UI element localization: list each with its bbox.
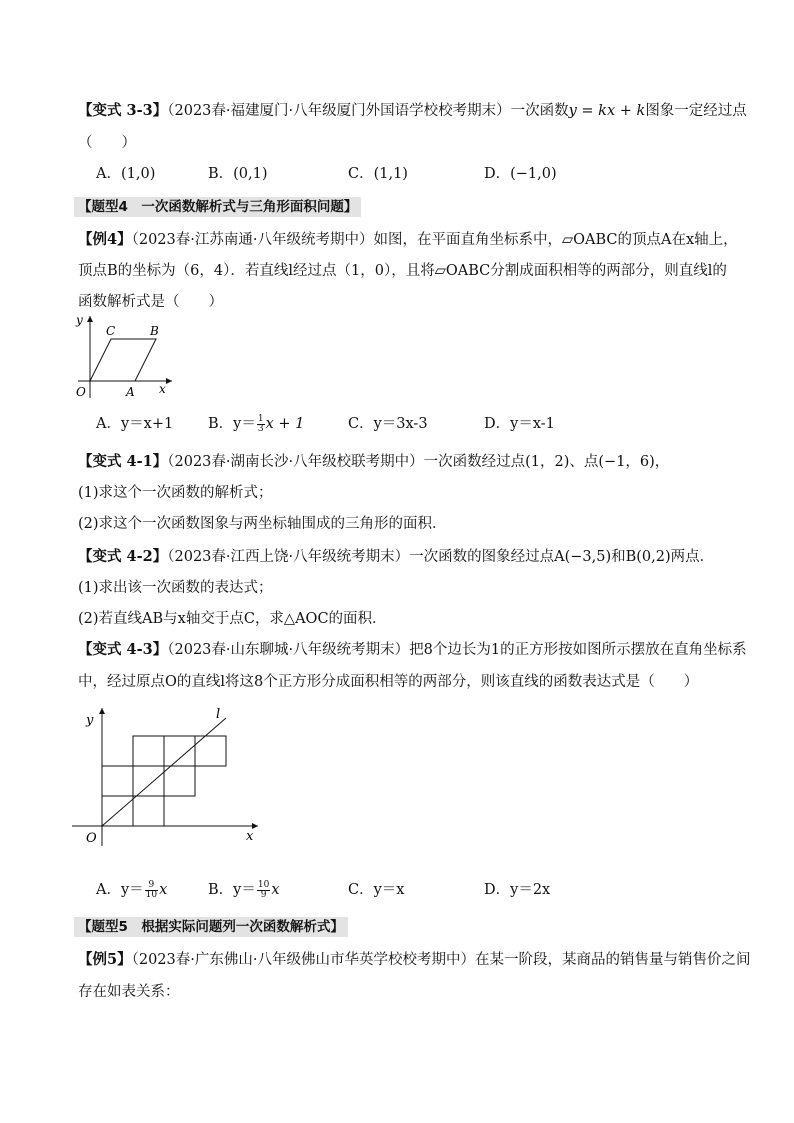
option-c: C．y＝x [348,882,405,898]
example-5-line-1: 【例5】（2023春·广东佛山·八年级佛山市华英学校校考期中）在某一阶段，某商品的销售量与销售价之间 [78,951,751,968]
variant-4-1-question-1: (1)求这个一次函数的解析式； [78,485,273,501]
variant-4-3-label: 【变式 4-3】 [78,641,168,658]
example-4-line-1: 【例4】（2023春·江苏南通·八年级统考期中）如图，在平面直角坐标系中，▱OABC的顶点A在x轴上， [78,231,738,248]
option-a: A．y＝ $\frac{9}{10}$ x [96,879,168,900]
variant-4-2-stem: 【变式 4-2】（2023春·江西上饶·八年级统考期末）一次函数的图象经过点A(−3,5)和B(0,2)两点． [78,548,715,565]
topic-4-heading: 【题型4 一次函数解析式与三角形面积问题】 [74,197,361,217]
variant-4-3-source: （2023春·山东聊城·八年级统考期末） [167,642,410,658]
option-c: C．(1,1) [348,166,408,182]
origin-label: O [86,831,97,846]
line-l-label: l [216,707,221,722]
example-5-source: （2023春·广东佛山·八年级佛山市华英学校校考期中） [131,952,475,968]
option-a: A．(1,0) [96,166,156,182]
point-c-label: C [106,324,116,338]
fraction-nine-tenths: $\frac{9}{10}$ [145,879,158,900]
variant-4-3-line-1: 【变式 4-3】（2023春·山东聊城·八年级统考期末）把8个边长为1的正方形按如图所示摆放在直角坐标系 [78,641,747,658]
point-b-label: B [150,324,159,338]
variant-3-3-formula: y = kx + k [568,103,646,119]
variant-4-1-stem: 【变式 4-1】（2023春·湖南长沙·八年级校联考期中）一次函数经过点(1，2)、点(−1，6)， [78,453,670,470]
option-b: B．y＝ $\frac{10}{9}$ x [208,879,280,900]
fraction-ten-ninths: $\frac{10}{9}$ [257,879,270,900]
example-5-line-2: 存在如表关系： [78,984,180,1000]
y-axis-label: y [76,313,83,327]
x-axis-label: x [246,829,254,844]
variant-4-2-question-2: (2)若直线AB与x轴交于点C，求△AOC的面积． [78,611,387,627]
topic-5-heading: 【题型5 根据实际问题列一次函数解析式】 [74,917,348,937]
origin-label: O [76,385,86,399]
variant-4-3-line-2: 中，经过原点O的直线l将这8个正方形分成面积相等的两部分，则该直线的函数表达式是（ ） [78,674,699,690]
variant-3-3-blank: （ ） [78,135,136,151]
y-axis-label: y [86,713,94,728]
option-d: D．y＝2x [484,882,551,898]
variant-3-3-stem: 【变式 3-3】（2023春·福建厦门·八年级厦门外国语学校校考期末）一次函数y = kx + k图象一定经过点 [78,102,747,119]
example-5-label: 【例5】 [78,951,132,968]
variant-4-2-question-1: (1)求出该一次函数的表达式； [78,580,273,596]
example-4-label: 【例4】 [78,231,132,248]
variant-4-1-question-2: (2)求这个一次函数图象与两坐标轴围成的三角形的面积． [78,516,447,532]
option-d: D．(−1,0) [484,166,557,182]
variant-4-2-source: （2023春·江西上饶·八年级统考期末） [167,549,410,565]
variant-4-2-label: 【变式 4-2】 [78,548,168,565]
option-a: A．y＝x+1 [96,416,174,432]
parallelogram-figure [70,312,180,402]
variant-4-1-label: 【变式 4-1】 [78,453,168,470]
variant-3-3-source: （2023春·福建厦门·八年级厦门外国语学校校考期末） [167,103,511,119]
squares-figure [68,700,268,850]
fraction-one-third: $\frac{1}{3}$ [257,413,264,434]
example-4-line-3: 函数解析式是（ ） [78,294,223,310]
example-4-source: （2023春·江苏南通·八年级统考期中） [131,232,374,248]
variant-4-1-source: （2023春·湖南长沙·八年级校联考期中） [167,454,424,470]
example-4-line-2: 顶点B的坐标为（6，4）．若直线l经过点（1，0），且将▱OABC分割成面积相等的两部分，则直线l的 [78,263,727,279]
option-c: C．y＝3x-3 [348,416,428,432]
option-b: B．y＝ $\frac{1}{3}$ x + 1 [208,413,305,434]
point-a-label: A [126,385,135,399]
option-d: D．y＝x-1 [484,416,555,432]
x-axis-label: x [159,382,166,396]
option-b: B．(0,1) [208,166,268,182]
variant-3-3-label: 【变式 3-3】 [78,102,168,119]
